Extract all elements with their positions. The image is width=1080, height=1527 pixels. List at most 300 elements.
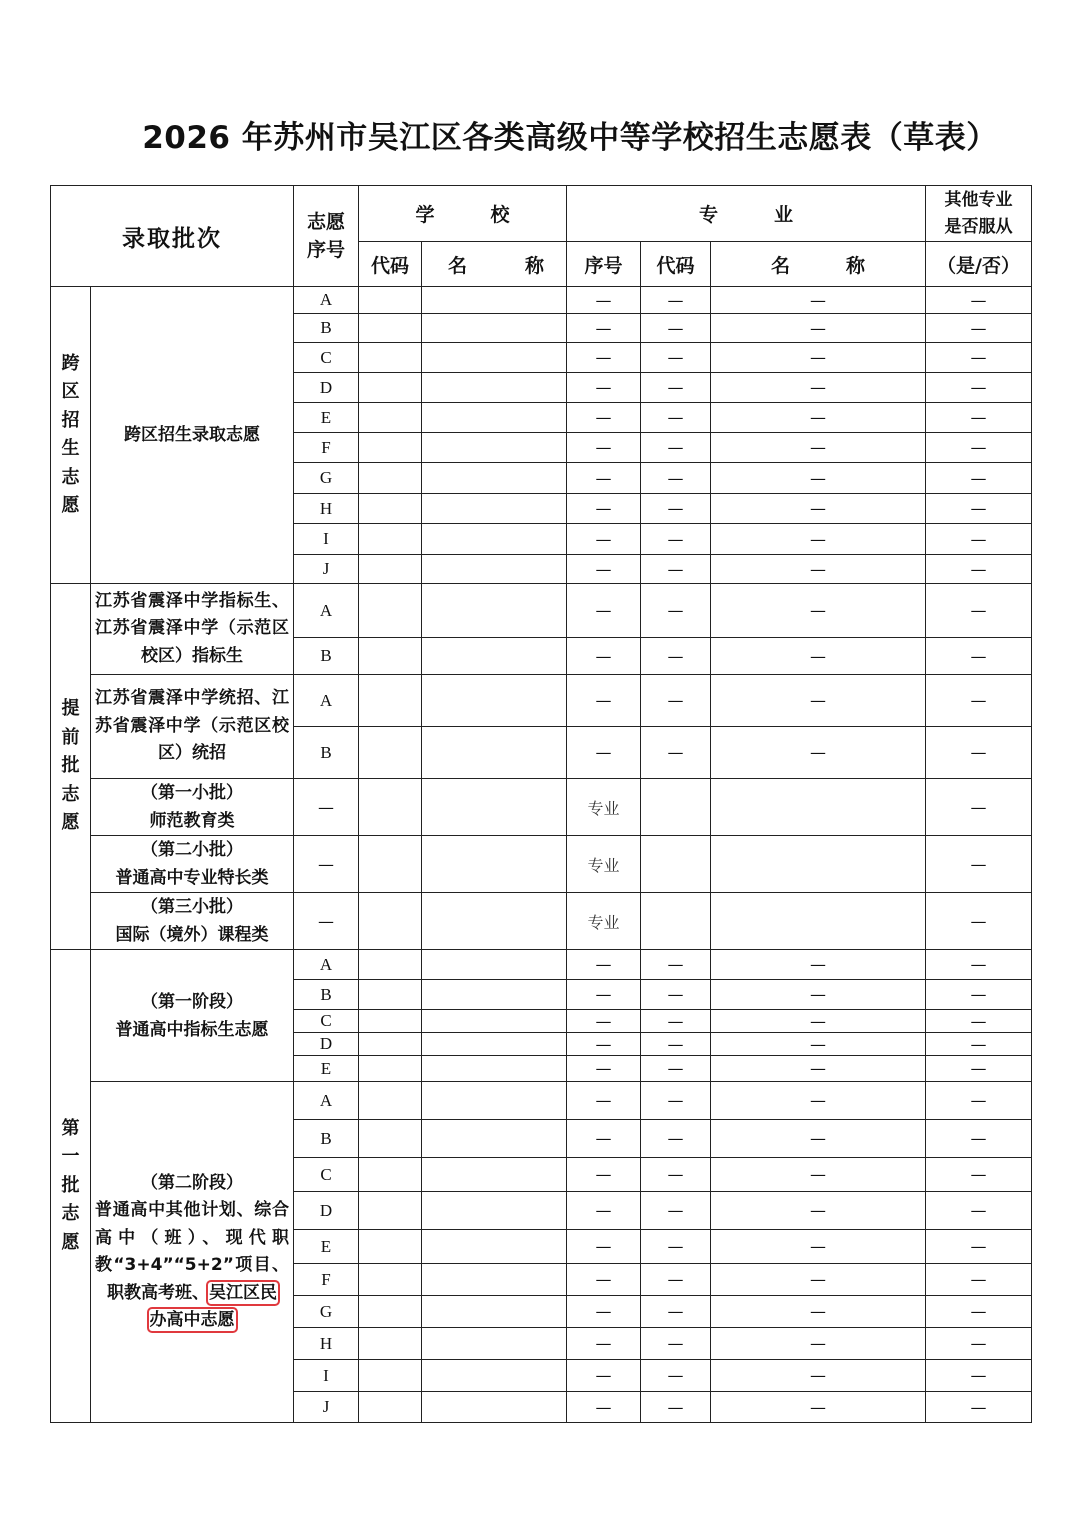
school-name-input[interactable] — [422, 555, 567, 584]
major-seq-cell — [567, 1010, 641, 1033]
school-code-input[interactable] — [359, 1056, 422, 1082]
school-code-input[interactable] — [359, 555, 422, 584]
seq-letter — [294, 287, 359, 314]
other-major-cell — [926, 433, 1032, 463]
dash-mark: — — [970, 691, 987, 710]
school-code-input[interactable] — [359, 836, 422, 893]
dash-mark: — — [970, 318, 987, 338]
dash-mark: — — [970, 1334, 987, 1353]
dash-mark: — — [595, 499, 612, 518]
major-seq-cell — [567, 1192, 641, 1230]
text-label: 专业 — [587, 798, 620, 818]
text-label: 一 — [61, 1146, 80, 1168]
school-name-input[interactable] — [422, 779, 567, 836]
text-label: G — [319, 468, 333, 487]
major-seq-cell — [567, 524, 641, 555]
seq-letter — [294, 1120, 359, 1158]
dash-mark: — — [810, 290, 826, 310]
text-label: 学 — [415, 204, 435, 226]
dash-mark: — — [667, 468, 684, 488]
major-code-cell — [641, 463, 711, 494]
major-seq-cell — [567, 1230, 641, 1264]
dash-mark: — — [667, 1366, 684, 1385]
school-name-input[interactable] — [422, 343, 567, 373]
text-label: I — [323, 529, 329, 548]
dash-mark: — — [970, 468, 987, 488]
dash-mark: — — [970, 1270, 987, 1289]
dash-mark: — — [810, 1302, 826, 1321]
text-label: F — [321, 437, 331, 457]
dash-mark: — — [970, 911, 987, 931]
text-label: 生 — [61, 438, 80, 459]
dash-mark: — — [970, 1397, 987, 1417]
application-form-table — [50, 185, 1032, 1423]
school-name-input[interactable] — [422, 463, 567, 494]
dash-mark: — — [810, 601, 826, 620]
text-label: 愿 — [61, 1231, 80, 1253]
other-major-cell — [926, 950, 1032, 980]
school-code-input[interactable] — [359, 1158, 422, 1192]
major-name-cell — [711, 1010, 926, 1033]
text-label: 国际（境外）课程类 — [115, 925, 269, 945]
school-name-input[interactable] — [422, 1120, 567, 1158]
dash-mark: — — [667, 1059, 684, 1078]
seq-letter — [294, 343, 359, 373]
major-seq-cell — [567, 1056, 641, 1082]
major-code-cell — [641, 1230, 711, 1264]
major-seq-cell — [567, 555, 641, 584]
seq-letter — [294, 1264, 359, 1296]
school-name-input[interactable] — [422, 950, 567, 980]
header-yesno — [926, 242, 1032, 287]
header-major-name — [711, 242, 926, 287]
major-name-cell — [711, 343, 926, 373]
major-seq-cell — [567, 373, 641, 403]
major-name-cell — [711, 727, 926, 779]
dash-mark: — — [667, 691, 684, 710]
dash-mark: — — [667, 559, 684, 579]
dash-mark: — — [810, 1091, 826, 1110]
text-label: C — [320, 1164, 332, 1184]
school-name-input[interactable] — [422, 433, 567, 463]
school-code-input[interactable] — [359, 1264, 422, 1296]
major-code-cell — [641, 373, 711, 403]
school-name-input[interactable] — [422, 980, 567, 1010]
seq-letter — [294, 1296, 359, 1328]
dash-mark: — — [970, 438, 987, 457]
school-code-input[interactable] — [359, 1328, 422, 1360]
text-label: J — [322, 1397, 330, 1416]
major-name-input[interactable] — [711, 893, 926, 950]
school-name-input[interactable] — [422, 1082, 567, 1120]
school-name-input[interactable] — [422, 524, 567, 555]
other-major-cell — [926, 343, 1032, 373]
highlight-box: 吴江区民 — [209, 1282, 277, 1303]
text-label: （第二小批） — [141, 840, 243, 860]
table-row — [51, 675, 1032, 727]
other-major-cell — [926, 463, 1032, 494]
major-code-cell — [641, 980, 711, 1010]
other-major-cell — [926, 980, 1032, 1010]
dash-mark: — — [667, 646, 684, 666]
header-other — [926, 186, 1032, 242]
school-name-input[interactable] — [422, 1033, 567, 1056]
seq-letter — [294, 524, 359, 555]
other-major-cell — [926, 1120, 1032, 1158]
dash-mark: — — [970, 601, 987, 620]
major-seq-cell — [567, 584, 641, 638]
seq-letter — [294, 950, 359, 980]
seq-letter — [294, 675, 359, 727]
text-label: 名 — [448, 254, 468, 277]
seq-letter — [294, 1033, 359, 1056]
major-name-cell — [711, 555, 926, 584]
school-name-input[interactable] — [422, 403, 567, 433]
dash-mark: — — [810, 1034, 826, 1054]
school-code-input[interactable] — [359, 287, 422, 314]
major-name-cell — [711, 1056, 926, 1082]
dash-mark: — — [318, 797, 334, 817]
dash-mark: — — [667, 290, 684, 310]
major-name-cell — [711, 373, 926, 403]
dash-mark: — — [667, 1201, 684, 1220]
sub-stage-one — [91, 950, 294, 1082]
major-seq-cell — [567, 1296, 641, 1328]
text-label: A — [319, 690, 333, 710]
other-major-cell — [926, 1010, 1032, 1033]
other-major-cell — [926, 1192, 1032, 1230]
other-major-cell — [926, 638, 1032, 675]
school-name-input[interactable] — [422, 1392, 567, 1423]
table-row — [51, 1082, 1032, 1120]
major-code-cell — [641, 1192, 711, 1230]
school-code-input[interactable] — [359, 727, 422, 779]
school-name-input[interactable] — [422, 584, 567, 638]
school-name-input[interactable] — [422, 727, 567, 779]
school-name-input[interactable] — [422, 314, 567, 343]
school-name-input[interactable] — [422, 1158, 567, 1192]
text-label: 前 — [61, 726, 80, 748]
other-major-cell — [926, 1328, 1032, 1360]
text-label: （第二阶段） — [141, 1172, 243, 1193]
school-code-input[interactable] — [359, 779, 422, 836]
dash-mark: — — [810, 1059, 826, 1078]
dash-mark: — — [810, 955, 826, 974]
text-label: H — [319, 498, 333, 518]
dash-mark: — — [667, 1334, 684, 1353]
sub-zhenze-quota — [91, 584, 294, 675]
major-seq-cell — [567, 403, 641, 433]
other-major-cell — [926, 1392, 1032, 1423]
text-label: 序号 — [584, 254, 623, 277]
school-code-input[interactable] — [359, 463, 422, 494]
dash-mark: — — [318, 854, 334, 874]
school-code-input[interactable] — [359, 1360, 422, 1392]
dash-mark: — — [595, 378, 612, 397]
major-code-cell — [641, 1392, 711, 1423]
text-label: H — [319, 1333, 333, 1353]
text-label: 专业 — [587, 855, 620, 875]
text-label: 普通高中其他计划、综合高中（班）、现代职教“3+4”“5+2”项目、职教高考班、 — [95, 1200, 289, 1303]
dash-mark: — — [810, 529, 826, 549]
school-code-input[interactable] — [359, 373, 422, 403]
school-name-input[interactable] — [422, 836, 567, 893]
dash-mark: — — [667, 438, 684, 457]
dash-mark: — — [667, 318, 684, 338]
school-code-input[interactable] — [359, 893, 422, 950]
school-code-input[interactable] — [359, 1010, 422, 1033]
other-major-cell — [926, 1033, 1032, 1056]
dash-mark: — — [595, 438, 612, 457]
dash-mark: — — [970, 743, 987, 762]
school-name-input[interactable] — [422, 1230, 567, 1264]
dash-mark: — — [667, 743, 684, 762]
school-code-input[interactable] — [359, 675, 422, 727]
other-major-cell — [926, 1056, 1032, 1082]
other-major-cell — [926, 555, 1032, 584]
major-name-cell — [711, 584, 926, 638]
seq-letter — [294, 1056, 359, 1082]
text-label: 普通高中指标生志愿 — [115, 1019, 269, 1040]
text-label: 第 — [61, 1117, 80, 1139]
major-code-cell — [641, 1158, 711, 1192]
major-name-cell — [711, 950, 926, 980]
school-name-input[interactable] — [422, 1056, 567, 1082]
school-name-input[interactable] — [422, 373, 567, 403]
major-code-cell — [641, 403, 711, 433]
text-label: C — [320, 1011, 332, 1030]
major-name-cell — [711, 675, 926, 727]
table-row — [51, 950, 1032, 980]
dash-mark: — — [667, 348, 684, 367]
school-code-input[interactable] — [359, 584, 422, 638]
major-name-cell — [711, 1082, 926, 1120]
school-name-input[interactable] — [422, 1328, 567, 1360]
dash-mark: — — [595, 1397, 612, 1417]
dash-mark: — — [810, 378, 826, 397]
seq-letter — [294, 1230, 359, 1264]
major-code-cell — [641, 1264, 711, 1296]
dash-mark: — — [595, 955, 612, 974]
major-code-input[interactable] — [641, 779, 711, 836]
text-label: 志 — [61, 783, 80, 805]
dash-mark: — — [595, 468, 612, 488]
major-name-cell — [711, 1192, 926, 1230]
dash-mark: — — [667, 1034, 684, 1054]
major-code-input[interactable] — [641, 893, 711, 950]
school-name-input[interactable] — [422, 1360, 567, 1392]
text-label: A — [319, 600, 333, 620]
school-name-input[interactable] — [422, 1010, 567, 1033]
dash-mark: — — [595, 348, 612, 367]
dash-mark: — — [595, 1091, 612, 1110]
group-label-first-batch — [51, 950, 91, 1423]
seq-letter — [294, 1328, 359, 1360]
major-code-input[interactable] — [641, 836, 711, 893]
school-name-input[interactable] — [422, 1264, 567, 1296]
text-label: （第一小批） — [141, 783, 243, 803]
dash-mark: — — [970, 985, 987, 1004]
other-major-cell — [926, 1230, 1032, 1264]
seq-cell — [294, 779, 359, 836]
table-row — [51, 584, 1032, 638]
school-code-input[interactable] — [359, 524, 422, 555]
text-label: 提 — [61, 698, 80, 720]
school-name-input[interactable] — [422, 675, 567, 727]
major-name-cell — [711, 1230, 926, 1264]
dash-mark: — — [595, 290, 612, 310]
major-name-cell — [711, 1158, 926, 1192]
text-label: 普通高中专业特长类 — [115, 868, 269, 888]
dash-mark: — — [810, 985, 826, 1004]
major-code-cell — [641, 638, 711, 675]
seq-letter — [294, 403, 359, 433]
text-label: 称 — [524, 254, 544, 277]
major-code-cell — [641, 1120, 711, 1158]
dash-mark: — — [595, 1059, 612, 1078]
dash-mark: — — [667, 408, 684, 427]
school-code-input[interactable] — [359, 980, 422, 1010]
school-code-input[interactable] — [359, 1230, 422, 1264]
school-name-input[interactable] — [422, 494, 567, 524]
major-name-cell — [711, 1360, 926, 1392]
major-name-cell — [711, 1120, 926, 1158]
text-label: B — [320, 318, 332, 337]
dash-mark: — — [810, 348, 826, 367]
major-code-cell — [641, 1033, 711, 1056]
major-seq-cell — [567, 1120, 641, 1158]
seq-letter — [294, 314, 359, 343]
dash-mark: — — [595, 559, 612, 579]
dash-mark: — — [595, 1302, 612, 1321]
dash-mark: — — [667, 1270, 684, 1289]
major-name-cell — [711, 433, 926, 463]
dash-mark: — — [970, 854, 987, 874]
school-code-input[interactable] — [359, 1392, 422, 1423]
seq-letter — [294, 1192, 359, 1230]
major-name-input[interactable] — [711, 836, 926, 893]
header-school — [359, 186, 567, 242]
major-seq-cell — [567, 779, 641, 836]
other-major-cell — [926, 494, 1032, 524]
seq-letter — [294, 1082, 359, 1120]
major-name-cell — [711, 403, 926, 433]
dash-mark: — — [810, 646, 826, 666]
text-label: A — [319, 954, 333, 974]
school-name-input[interactable] — [422, 893, 567, 950]
school-name-input[interactable] — [422, 638, 567, 675]
major-seq-cell — [567, 343, 641, 373]
dash-mark: — — [970, 408, 987, 427]
sub-stage-two — [91, 1082, 294, 1423]
major-name-cell — [711, 314, 926, 343]
major-seq-cell — [567, 1033, 641, 1056]
school-code-input[interactable] — [359, 494, 422, 524]
text-label: E — [320, 407, 332, 427]
seq-letter — [294, 1010, 359, 1033]
major-code-cell — [641, 1082, 711, 1120]
text-label: 专 — [698, 204, 718, 226]
dash-mark: — — [667, 1397, 684, 1417]
dash-mark: — — [595, 985, 612, 1004]
dash-mark: — — [810, 468, 826, 488]
seq-letter — [294, 980, 359, 1010]
text-label: 校 — [490, 204, 510, 226]
text-label: 序号 — [306, 239, 345, 261]
school-code-input[interactable] — [359, 1296, 422, 1328]
text-label: 称 — [846, 254, 866, 277]
major-name-input[interactable] — [711, 779, 926, 836]
text-label: E — [320, 1058, 332, 1078]
major-code-cell — [641, 494, 711, 524]
dash-mark: — — [810, 408, 826, 427]
school-code-input[interactable] — [359, 638, 422, 675]
text-label: （是/否） — [937, 254, 1020, 277]
major-seq-cell — [567, 1328, 641, 1360]
seq-letter — [294, 1158, 359, 1192]
school-code-input[interactable] — [359, 1033, 422, 1056]
dash-mark: — — [970, 1302, 987, 1321]
school-name-input[interactable] — [422, 1296, 567, 1328]
table-row — [51, 779, 1032, 836]
dash-mark: — — [595, 601, 612, 620]
major-name-cell — [711, 638, 926, 675]
school-code-input[interactable] — [359, 1120, 422, 1158]
text-label: 跨区招生录取志愿 — [124, 425, 260, 445]
text-label: 其他专业 — [944, 189, 1013, 210]
other-major-cell — [926, 1264, 1032, 1296]
text-label: 录取批次 — [122, 225, 222, 252]
text-label: 江苏省震泽中学指标生、江苏省震泽中学（示范区校区）指标生 — [95, 590, 289, 666]
major-seq-cell — [567, 675, 641, 727]
table-row — [51, 893, 1032, 950]
dash-mark: — — [970, 499, 987, 518]
other-major-cell — [926, 314, 1032, 343]
dash-mark: — — [667, 378, 684, 397]
major-seq-cell — [567, 638, 641, 675]
dash-mark: — — [667, 529, 684, 549]
school-code-input[interactable] — [359, 403, 422, 433]
dash-mark: — — [810, 1201, 826, 1220]
school-code-input[interactable] — [359, 1192, 422, 1230]
school-code-input[interactable] — [359, 314, 422, 343]
sub-small1 — [91, 779, 294, 836]
major-seq-cell — [567, 433, 641, 463]
dash-mark: — — [667, 955, 684, 974]
major-code-cell — [641, 727, 711, 779]
major-seq-cell — [567, 1392, 641, 1423]
page-title: 2026 年苏州市吴江区各类高级中等学校招生志愿表（草表） — [142, 120, 998, 156]
text-label: 名 — [770, 254, 790, 277]
text-label: 志 — [61, 1203, 80, 1225]
school-name-input[interactable] — [422, 1192, 567, 1230]
text-label: （第一阶段） — [141, 991, 243, 1012]
group-label-cross-district — [51, 287, 91, 584]
text-label: 志 — [61, 466, 80, 488]
school-code-input[interactable] — [359, 343, 422, 373]
seq-letter — [294, 555, 359, 584]
school-code-input[interactable] — [359, 433, 422, 463]
other-major-cell — [926, 524, 1032, 555]
dash-mark: — — [970, 1366, 987, 1385]
school-name-input[interactable] — [422, 287, 567, 314]
major-name-cell — [711, 1296, 926, 1328]
major-name-cell — [711, 1033, 926, 1056]
school-code-input[interactable] — [359, 1082, 422, 1120]
major-name-cell — [711, 524, 926, 555]
school-code-input[interactable] — [359, 950, 422, 980]
dash-mark: — — [595, 1366, 612, 1385]
